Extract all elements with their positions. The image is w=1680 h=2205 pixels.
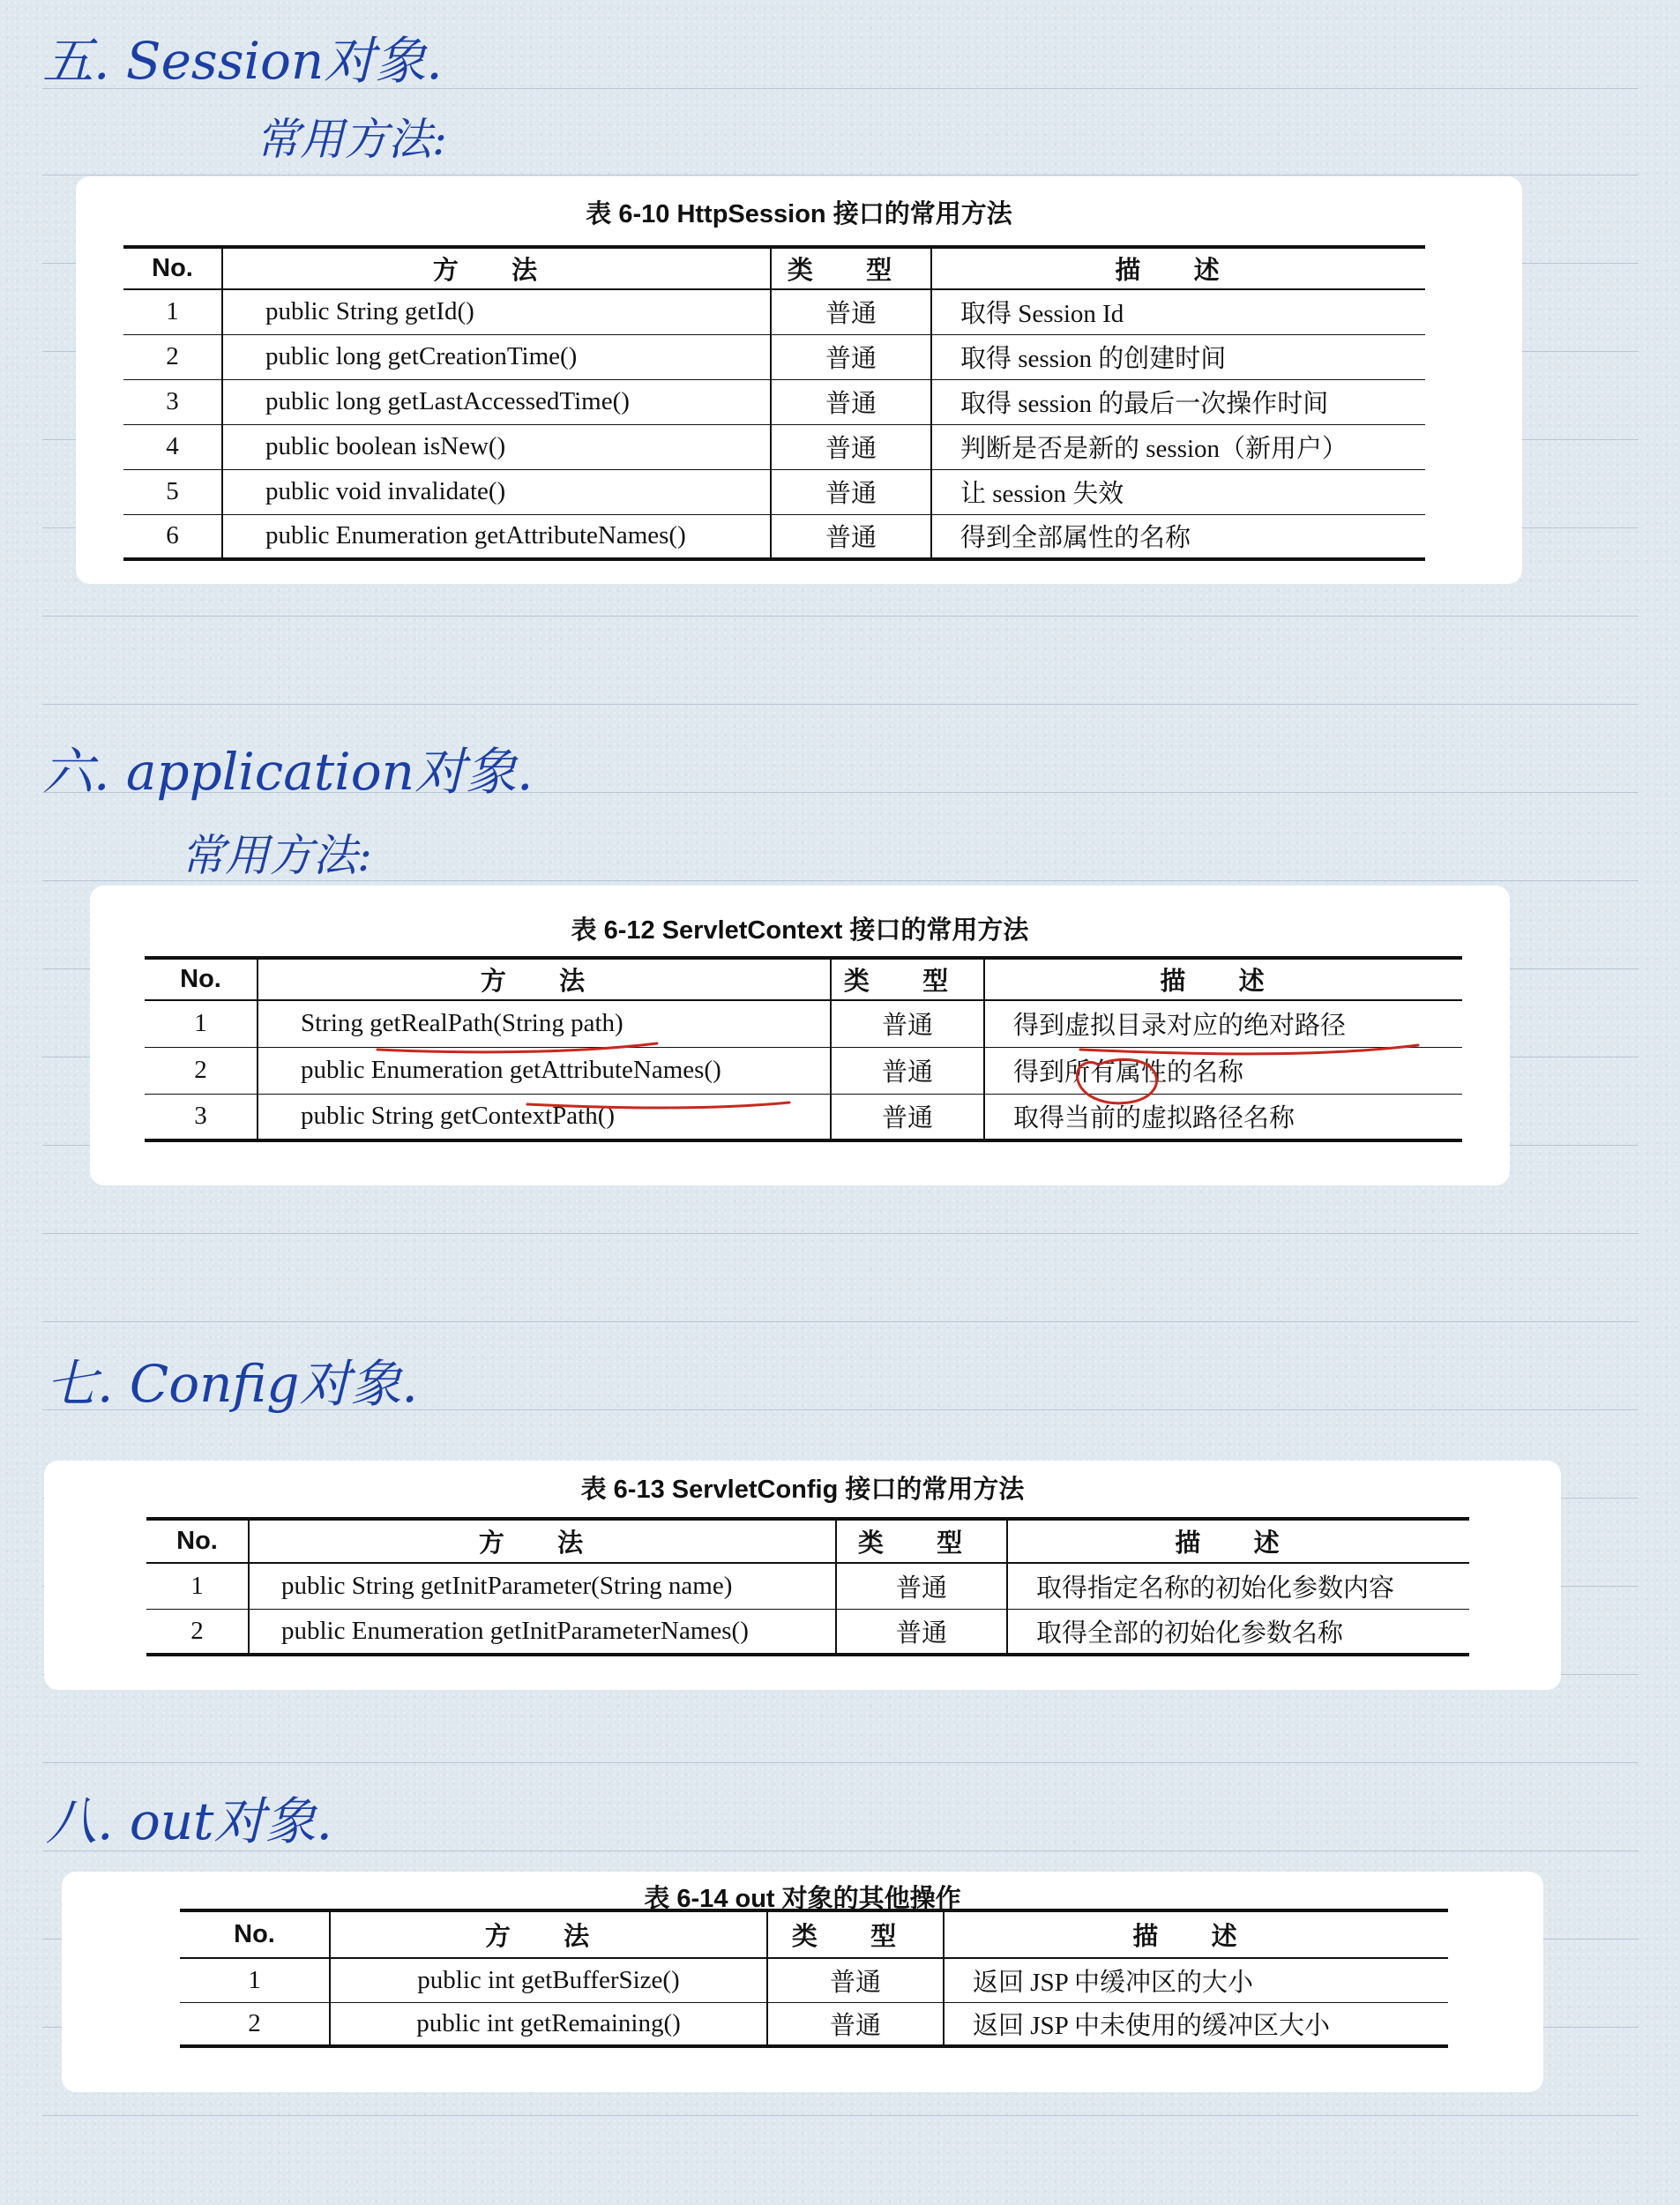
table-row — [123, 379, 1425, 424]
row-number: 1 — [145, 1000, 258, 1047]
table-row — [145, 1047, 1462, 1094]
description-cell: 取得指定名称的初始化参数内容 — [1007, 1563, 1469, 1609]
type-cell: 普通 — [831, 1047, 984, 1094]
type-cell: 普通 — [767, 2002, 944, 2046]
column-header: 类 型 — [831, 958, 984, 1000]
methods-table — [146, 1517, 1469, 1656]
type-cell: 普通 — [831, 1000, 984, 1047]
description-cell: 取得 session 的创建时间 — [931, 334, 1425, 379]
type-cell: 普通 — [771, 514, 931, 559]
table-row — [123, 424, 1425, 469]
method-cell: public long getCreationTime() — [222, 334, 771, 379]
type-cell: 普通 — [831, 1094, 984, 1140]
description-cell: 得到全部属性的名称 — [931, 514, 1425, 559]
column-header: 方 法 — [258, 958, 831, 1000]
row-number: 1 — [123, 289, 222, 334]
ruled-line — [42, 1762, 1639, 1763]
method-cell: public int getBufferSize() — [330, 1958, 767, 2002]
type-cell: 普通 — [771, 379, 931, 424]
methods-table — [180, 1909, 1448, 2048]
method-cell: public Enumeration getAttributeNames() — [222, 514, 771, 559]
table-card — [44, 1461, 1561, 1690]
description-cell: 返回 JSP 中未使用的缓冲区大小 — [944, 2002, 1448, 2046]
row-number: 6 — [166, 521, 179, 550]
description-cell: 取得全部的初始化参数名称 — [1007, 1609, 1469, 1655]
table-caption: 表 6-12 ServletContext 接口的常用方法 — [571, 916, 1029, 945]
methods-table — [123, 245, 1425, 561]
ruled-line — [42, 2115, 1639, 2116]
table-row — [146, 1563, 1469, 1609]
method-cell: public Enumeration getAttributeNames() — [258, 1047, 831, 1094]
description-cell: 返回 JSP 中缓冲区的大小 — [944, 1958, 1448, 2002]
table-card — [90, 886, 1510, 1185]
method-cell: public String getId() — [222, 289, 771, 334]
row-number: 1 — [146, 1563, 249, 1609]
table-row — [146, 1609, 1469, 1655]
method-cell: public int getRemaining() — [330, 2002, 767, 2046]
methods-table — [145, 956, 1462, 1142]
table-card — [76, 176, 1522, 584]
table-row — [145, 1094, 1462, 1140]
ruled-line — [42, 1321, 1639, 1322]
column-header: No. — [180, 1910, 330, 1958]
column-header: 描 述 — [1007, 1519, 1469, 1563]
description-cell: 得到所有属性的名称 — [984, 1047, 1462, 1094]
ruled-line — [42, 175, 1639, 176]
section-subheading: 常用方法: — [181, 830, 372, 881]
row-number: 3 — [194, 1102, 207, 1131]
table-caption: 表 6-13 ServletConfig 接口的常用方法 — [580, 1476, 1025, 1504]
header-row — [145, 958, 1462, 1000]
table-row — [123, 469, 1425, 514]
column-header: No. — [145, 958, 258, 1000]
method-cell: String getRealPath(String path) — [258, 1000, 831, 1047]
header-row — [146, 1519, 1469, 1563]
row-number: 4 — [123, 424, 222, 469]
column-header: 描 述 — [984, 958, 1462, 1000]
description-cell: 判断是否是新的 session（新用户） — [931, 424, 1425, 469]
ruled-line — [42, 616, 1639, 617]
table-caption: 表 6-10 HttpSession 接口的常用方法 — [586, 200, 1012, 228]
header-row — [180, 1910, 1448, 1958]
method-cell: public String getInitParameter(String name) — [249, 1563, 836, 1609]
type-cell: 普通 — [771, 289, 931, 334]
table-row — [180, 1958, 1448, 2002]
column-header: 方 法 — [249, 1519, 836, 1563]
type-cell: 普通 — [771, 334, 931, 379]
table-row — [180, 2002, 1448, 2046]
section-subheading: 常用方法: — [256, 114, 447, 165]
method-cell: public Enumeration getInitParameterNames() — [249, 1609, 836, 1655]
column-header: 方 法 — [222, 247, 771, 289]
row-number: 1 — [180, 1958, 330, 2002]
column-header: No. — [123, 247, 222, 289]
row-number: 2 — [123, 334, 222, 379]
description-cell: 取得 session 的最后一次操作时间 — [931, 379, 1425, 424]
description-cell: 取得当前的虚拟路径名称 — [984, 1094, 1462, 1140]
type-cell: 普通 — [771, 469, 931, 514]
header-row — [123, 247, 1425, 289]
row-number: 2 — [145, 1047, 258, 1094]
table-caption: 表 6-14 out 对象的其他操作 — [644, 1885, 961, 1913]
column-header: 描 述 — [944, 1910, 1448, 1958]
description-cell: 取得 Session Id — [931, 289, 1425, 334]
ruled-line — [42, 704, 1639, 705]
type-cell: 普通 — [836, 1563, 1007, 1609]
row-number: 2 — [248, 2008, 261, 2037]
table-row — [123, 334, 1425, 379]
ruled-line — [42, 1233, 1639, 1234]
method-cell: public long getLastAccessedTime() — [222, 379, 771, 424]
method-cell: public String getContextPath() — [258, 1094, 831, 1140]
section-heading: 八. out对象. — [46, 1791, 332, 1851]
column-header: 类 型 — [836, 1519, 1007, 1563]
section-heading: 五. Session对象. — [42, 31, 443, 91]
description-cell: 让 session 失效 — [931, 469, 1425, 514]
column-header: 描 述 — [931, 247, 1425, 289]
type-cell: 普通 — [771, 424, 931, 469]
column-header: 类 型 — [771, 247, 931, 289]
description-cell: 得到虚拟目录对应的绝对路径 — [984, 1000, 1462, 1047]
row-number: 2 — [190, 1616, 204, 1645]
column-header: 类 型 — [767, 1910, 944, 1958]
section-heading: 七. Config对象. — [46, 1354, 418, 1414]
section-heading: 六. application对象. — [42, 742, 534, 802]
table-row — [123, 289, 1425, 334]
method-cell: public void invalidate() — [222, 469, 771, 514]
table-row — [123, 514, 1425, 559]
table-card — [62, 1872, 1543, 2092]
type-cell: 普通 — [767, 1958, 944, 2002]
method-cell: public boolean isNew() — [222, 424, 771, 469]
type-cell: 普通 — [836, 1609, 1007, 1655]
column-header: No. — [146, 1519, 249, 1563]
table-row — [145, 1000, 1462, 1047]
column-header: 方 法 — [330, 1910, 767, 1958]
row-number: 5 — [123, 469, 222, 514]
row-number: 3 — [123, 379, 222, 424]
